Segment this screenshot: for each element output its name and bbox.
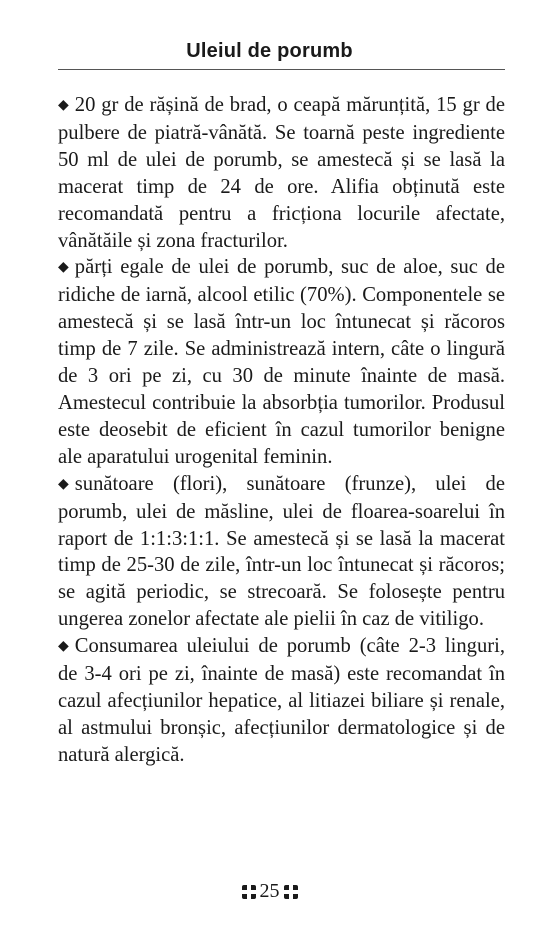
diamond-bullet-icon: ◆ <box>58 98 69 113</box>
square-cross-ornament-icon <box>242 885 256 899</box>
diamond-bullet-icon: ◆ <box>58 260 69 276</box>
diamond-bullet-icon: ◆ <box>58 639 69 655</box>
page-body <box>58 92 505 769</box>
paragraph-text: Consumarea uleiului de porumb (câte 2-3 linguri, de 3-4 ori pe zi, înainte de masă) este recomandat în cazul afecțiunilor hepatice, al litiazei biliare și renale, al astmului bronșic, afecțiunilor dermatologice și de natură alergică. <box>58 635 505 766</box>
paragraph-text: sunătoare (flori), sunătoare (frunze), ulei de porumb, ulei de măsline, ulei de floarea-soarelui în raport de 1:1:3:1:1. Se amestecă și se lasă la macerat timp de 25-30 de zile, într-un loc întunecat și răcoros; se agită periodic, se strecoară. Se folosește pentru ungerea zonelor afectate ale pielii în caz de vitiligo. <box>58 472 505 631</box>
page-title: Uleiul de porumb <box>186 40 353 62</box>
square-cross-ornament-icon <box>284 885 298 899</box>
recipe-paragraph-4 <box>58 633 505 769</box>
recipe-paragraph-2 <box>58 254 505 470</box>
page-number: 25 <box>259 880 280 902</box>
page-footer <box>0 880 539 903</box>
recipe-paragraph-3 <box>58 471 505 633</box>
paragraph-text: părți egale de ulei de porumb, suc de aloe, suc de ridiche de iarnă, alcool etilic (70%). Componentele se amestecă și se lasă într-un loc întunecat și răcoros timp de 7 zile. Se administrează intern, câte o lingură de 3 ori pe zi, cu 30 de minute înainte de masă. Amestecul contribuie la absorbția tumorilor. Produsul este deosebit de eficient în cazul tumorilor benigne ale aparatului urogenital feminin. <box>58 256 505 468</box>
paragraph-text: 20 gr de rășină de brad, o ceapă mărunțită, 15 gr de pulbere de piatră-vânătă. Se toarnă peste ingrediente 50 ml de ulei de porumb, se amestecă și se lasă la macerat timp de 24 de ore. Alifia obținută este recomandată pentru a fricționa locurile afectate, vânătăile și zona fracturilor. <box>58 94 505 252</box>
diamond-bullet-icon: ◆ <box>58 476 69 492</box>
header-divider <box>58 69 505 70</box>
recipe-paragraph-1 <box>58 92 505 254</box>
